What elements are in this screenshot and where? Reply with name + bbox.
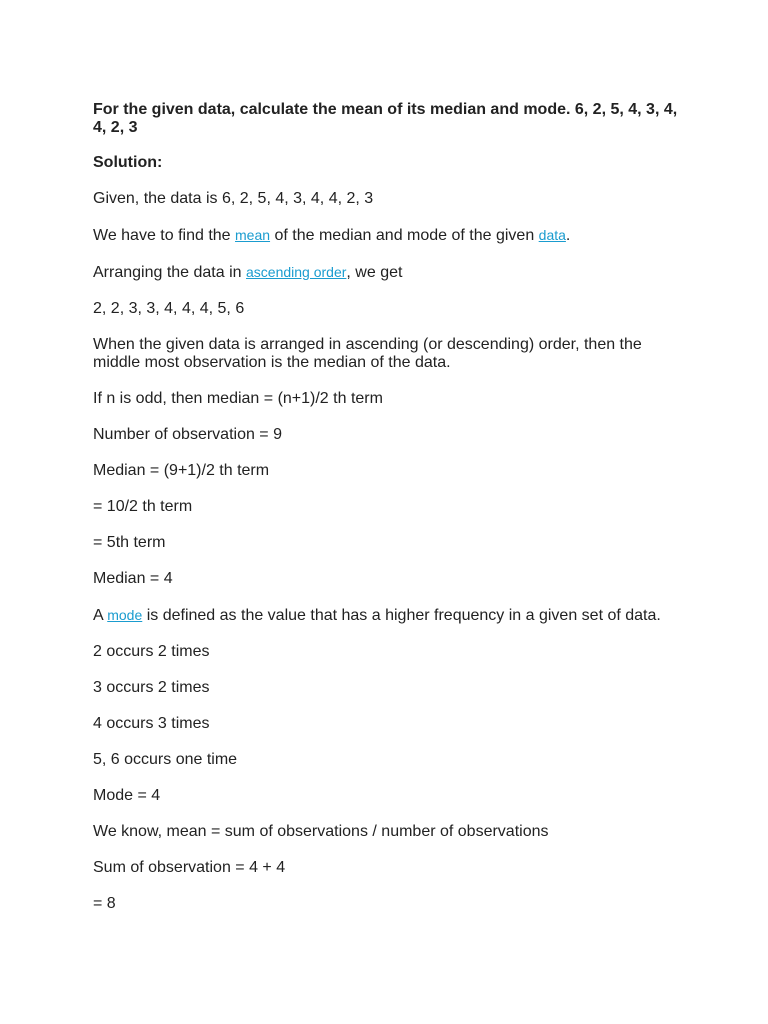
mode-definition xyxy=(93,606,683,625)
find-line-middle: of the median and mode of the given xyxy=(270,227,539,244)
question-title: For the given data, calculate the mean of its median and mode. 6, 2, 5, 4, 3, 4, 4, 2, 3 xyxy=(93,101,678,136)
arrange-line xyxy=(93,263,683,282)
frequency-line: 4 occurs 3 times xyxy=(93,715,210,732)
find-line-before: We have to find the xyxy=(93,227,236,244)
sum-result: = 8 xyxy=(93,895,116,912)
median-calculation-line: Median = (9+1)/2 th term xyxy=(93,462,270,479)
odd-rule-line: If n is odd, then median = (n+1)/2 th term xyxy=(93,390,383,407)
mean-formula-line: We know, mean = sum of observations / number of observations xyxy=(93,823,549,840)
sum-of-observations-line: Sum of observation = 4 + 4 xyxy=(93,859,286,876)
sorted-data-line: 2, 2, 3, 3, 4, 4, 4, 5, 6 xyxy=(93,300,245,317)
median-result: Median = 4 xyxy=(93,570,173,587)
arrange-line-after: , we get xyxy=(346,264,403,281)
find-line-after: . xyxy=(565,227,571,244)
number-of-observations-line: Number of observation = 9 xyxy=(93,426,282,443)
mode-line-after: is defined as the value that has a higher frequency in a given set of data. xyxy=(142,607,661,624)
mode-result: Mode = 4 xyxy=(93,787,161,804)
mean-link[interactable]: mean xyxy=(235,227,271,243)
frequency-line: 5, 6 occurs one time xyxy=(93,751,238,768)
ascending-order-link[interactable]: ascending order xyxy=(246,264,347,280)
given-data-line: Given, the data is 6, 2, 5, 4, 3, 4, 4, 2, 3 xyxy=(93,190,374,207)
mode-link[interactable]: mode xyxy=(107,607,143,623)
mode-line-before: A xyxy=(93,607,108,624)
arrange-line-before: Arranging the data in xyxy=(93,264,246,281)
frequency-line: 3 occurs 2 times xyxy=(93,679,210,696)
find-mean-line xyxy=(93,226,683,245)
median-step-2: = 5th term xyxy=(93,534,166,551)
solution-document xyxy=(93,101,683,931)
median-definition: When the given data is arranged in ascending (or descending) order, then the middle most observation is the median of the data. xyxy=(93,336,642,371)
solution-heading: Solution: xyxy=(93,154,163,171)
frequency-line: 2 occurs 2 times xyxy=(93,643,210,660)
median-step-1: = 10/2 th term xyxy=(93,498,193,515)
data-link[interactable]: data xyxy=(538,227,566,243)
